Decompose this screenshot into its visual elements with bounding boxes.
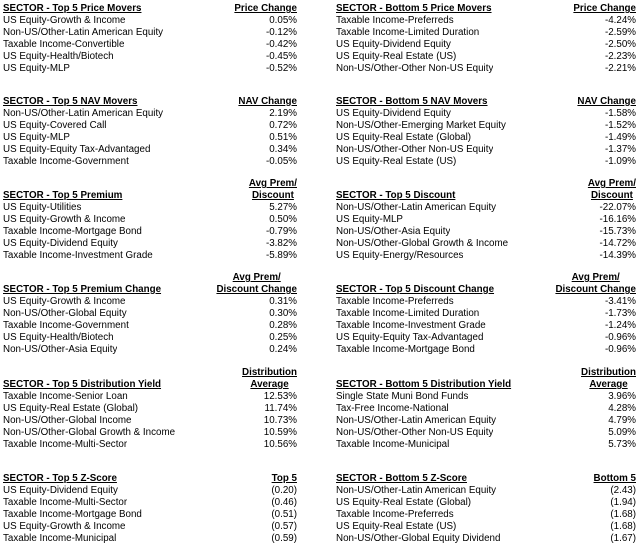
table-row — [336, 214, 636, 226]
row-value: -22.07% — [599, 202, 636, 213]
table-row — [3, 108, 297, 120]
table-row — [3, 250, 297, 262]
column-header — [249, 178, 297, 202]
row-label: Non-US/Other-Emerging Market Equity — [336, 120, 506, 131]
table-row — [3, 485, 297, 497]
panel-top-discount — [336, 178, 636, 262]
row-value: -0.79% — [265, 226, 297, 237]
row-label: Non-US/Other-Latin American Equity — [336, 415, 497, 426]
row-value: -16.16% — [599, 214, 636, 225]
table-row — [3, 132, 297, 144]
row-label: Taxable Income-Mortgage Bond — [3, 509, 142, 520]
row-value: -2.23% — [604, 51, 636, 62]
column-header-line: Discount Change — [555, 284, 636, 295]
row-value: -0.96% — [604, 344, 636, 355]
row-value: (2.43) — [610, 485, 636, 496]
panel-top-premium — [3, 178, 297, 262]
table-row — [3, 63, 297, 75]
table-row — [336, 51, 636, 63]
row-label: Non-US/Other-Latin American Equity — [3, 108, 164, 119]
row-value: -1.58% — [604, 108, 636, 119]
row-value: -15.73% — [599, 226, 636, 237]
row-value: (1.68) — [610, 509, 636, 520]
table-row — [336, 509, 636, 521]
table-row — [336, 15, 636, 27]
row-value: -14.39% — [599, 250, 636, 261]
panel-title: SECTOR - Top 5 Price Movers — [3, 3, 142, 14]
row-label: US Equity-Equity Tax-Advantaged — [3, 144, 151, 155]
table-row — [336, 308, 636, 320]
row-label: Taxable Income-Preferreds — [336, 15, 454, 26]
panel-title: SECTOR - Top 5 Z-Score — [3, 473, 117, 484]
table-row — [336, 250, 636, 262]
panel-header — [336, 178, 636, 202]
panel-title: SECTOR - Top 5 Premium Change — [3, 284, 162, 295]
table-row — [3, 403, 297, 415]
column-header — [242, 367, 297, 391]
row-value: 10.56% — [263, 439, 297, 450]
panel-title: SECTOR - Bottom 5 Distribution Yield — [336, 379, 512, 390]
row-value: -4.24% — [604, 15, 636, 26]
row-value: -2.59% — [604, 27, 636, 38]
row-label: Non-US/Other-Latin American Equity — [3, 27, 164, 38]
panel-title: SECTOR - Top 5 NAV Movers — [3, 96, 138, 107]
table-row — [336, 144, 636, 156]
column-header-line: Average — [250, 379, 289, 390]
row-label: Non-US/Other-Latin American Equity — [336, 485, 497, 496]
table-row — [336, 332, 636, 344]
table-row — [336, 415, 636, 427]
row-value: -1.24% — [604, 320, 636, 331]
row-value: (1.67) — [610, 533, 636, 544]
row-label: US Equity-Real Estate (Global) — [336, 497, 472, 508]
column-header-line: Discount — [590, 190, 633, 201]
row-label: Taxable Income-Multi-Sector — [3, 497, 128, 508]
row-label: US Equity-Real Estate (Global) — [336, 132, 472, 143]
panel-header — [3, 272, 297, 296]
panel-bottom-nav-movers — [336, 96, 636, 168]
row-label: Non-US/Other-Global Growth & Income — [336, 238, 509, 249]
table-row — [336, 238, 636, 250]
row-value: 11.74% — [264, 403, 297, 414]
row-label: US Equity-Real Estate (US) — [336, 156, 457, 167]
row-label: Taxable Income-Mortgage Bond — [3, 226, 142, 237]
row-label: US Equity-Growth & Income — [3, 521, 126, 532]
table-row — [3, 144, 297, 156]
table-row — [336, 521, 636, 533]
table-row — [3, 415, 297, 427]
table-row — [336, 427, 636, 439]
row-label: US Equity-Dividend Equity — [3, 238, 118, 249]
table-row — [3, 120, 297, 132]
table-row — [336, 39, 636, 51]
row-value: -1.37% — [604, 144, 636, 155]
table-row — [3, 39, 297, 51]
row-value: 3.96% — [608, 391, 636, 402]
table-row — [336, 63, 636, 75]
column-header-line: Average — [589, 379, 628, 390]
table-row — [3, 238, 297, 250]
row-value: 5.09% — [608, 427, 636, 438]
row-value: 5.27% — [269, 202, 297, 213]
column-header-line: Avg Prem/ — [232, 272, 281, 283]
row-value: -0.12% — [265, 27, 297, 38]
row-label: Taxable Income-Municipal — [3, 533, 117, 544]
table-row — [336, 344, 636, 356]
table-row — [336, 403, 636, 415]
table-row — [3, 51, 297, 63]
row-label: Taxable Income-Preferreds — [336, 296, 454, 307]
column-header — [581, 367, 636, 391]
table-row — [3, 344, 297, 356]
table-row — [3, 521, 297, 533]
panel-bottom-price-movers — [336, 3, 636, 75]
column-header — [216, 272, 297, 296]
panel-top-z-score — [3, 473, 297, 545]
table-row — [3, 156, 297, 168]
row-value: (0.46) — [271, 497, 297, 508]
table-row — [336, 391, 636, 403]
row-value: (0.57) — [271, 521, 297, 532]
row-label: US Equity-Health/Biotech — [3, 332, 114, 343]
row-value: -2.21% — [604, 63, 636, 74]
table-row — [3, 439, 297, 451]
column-header-line: Avg Prem/ — [571, 272, 620, 283]
column-header-line: Avg Prem/ — [248, 178, 297, 189]
column-header-line: Discount Change — [216, 284, 297, 295]
panel-header — [336, 272, 636, 296]
row-label: Taxable Income-Multi-Sector — [3, 439, 128, 450]
row-value: 0.28% — [269, 320, 297, 331]
table-row — [3, 427, 297, 439]
row-label: US Equity-Energy/Resources — [336, 250, 464, 261]
table-row — [336, 485, 636, 497]
row-value: 0.25% — [269, 332, 297, 343]
row-value: -0.05% — [265, 156, 297, 167]
row-value: (1.94) — [610, 497, 636, 508]
column-header — [272, 473, 297, 485]
row-value: -1.49% — [604, 132, 636, 143]
table-row — [336, 439, 636, 451]
row-label: Taxable Income-Convertible — [3, 39, 125, 50]
row-label: Taxable Income-Government — [3, 156, 129, 167]
column-header — [238, 96, 297, 108]
panel-bottom-distribution-yield — [336, 367, 636, 451]
panel-header — [3, 367, 297, 391]
row-value: -0.52% — [265, 63, 297, 74]
panel-header — [3, 96, 297, 108]
table-row — [336, 296, 636, 308]
row-label: US Equity-Equity Tax-Advantaged — [336, 332, 484, 343]
row-label: US Equity-Real Estate (US) — [336, 521, 457, 532]
row-value: -2.50% — [604, 39, 636, 50]
column-header-line: Top 5 — [271, 473, 297, 484]
row-label: US Equity-MLP — [3, 63, 70, 74]
table-row — [3, 391, 297, 403]
panel-title: SECTOR - Top 5 Distribution Yield — [3, 379, 162, 390]
row-label: US Equity-Dividend Equity — [336, 39, 451, 50]
row-label: Taxable Income-Preferreds — [336, 509, 454, 520]
row-value: 2.19% — [269, 108, 297, 119]
table-row — [336, 497, 636, 509]
row-value: -0.96% — [604, 332, 636, 343]
row-label: Non-US/Other-Global Equity — [3, 308, 127, 319]
row-value: 0.72% — [269, 120, 297, 131]
table-row — [336, 120, 636, 132]
row-label: US Equity-Dividend Equity — [3, 485, 118, 496]
row-label: Taxable Income-Senior Loan — [3, 391, 128, 402]
table-row — [336, 226, 636, 238]
row-label: US Equity-Real Estate (US) — [336, 51, 457, 62]
row-label: Taxable Income-Limited Duration — [336, 308, 480, 319]
table-row — [3, 533, 297, 545]
column-header-line: Price Change — [573, 3, 636, 14]
row-value: 5.73% — [608, 439, 636, 450]
row-label: Non-US/Other-Asia Equity — [336, 226, 451, 237]
table-row — [3, 15, 297, 27]
panel-top-distribution-yield — [3, 367, 297, 451]
row-label: Non-US/Other-Other Non-US Equity — [336, 144, 494, 155]
row-value: 10.73% — [263, 415, 297, 426]
panel-title: SECTOR - Top 5 Premium — [3, 190, 123, 201]
row-label: Non-US/Other-Global Growth & Income — [3, 427, 176, 438]
column-header — [594, 473, 636, 485]
table-row — [336, 108, 636, 120]
row-value: 4.28% — [608, 403, 636, 414]
panel-header — [336, 367, 636, 391]
column-header-line: Discount — [251, 190, 294, 201]
column-header — [555, 272, 636, 296]
row-label: Non-US/Other-Global Income — [3, 415, 132, 426]
panel-top-price-movers — [3, 3, 297, 75]
row-label: Taxable Income-Municipal — [336, 439, 450, 450]
row-label: Single State Muni Bond Funds — [336, 391, 469, 402]
table-row — [336, 132, 636, 144]
column-header — [234, 3, 297, 15]
table-row — [336, 27, 636, 39]
table-row — [3, 296, 297, 308]
row-label: US Equity-MLP — [336, 214, 403, 225]
row-label: US Equity-Health/Biotech — [3, 51, 114, 62]
panel-top-premium-change — [3, 272, 297, 356]
table-row — [3, 497, 297, 509]
row-label: US Equity-Growth & Income — [3, 15, 126, 26]
row-label: Taxable Income-Investment Grade — [3, 250, 153, 261]
row-value: -5.89% — [265, 250, 297, 261]
row-value: 0.24% — [269, 344, 297, 355]
column-header-line: Distribution — [581, 367, 636, 378]
panel-top-discount-change — [336, 272, 636, 356]
table-row — [3, 202, 297, 214]
panel-top-nav-movers — [3, 96, 297, 168]
row-value: (0.59) — [271, 533, 297, 544]
row-value: 0.31% — [269, 296, 297, 307]
panel-title: SECTOR - Top 5 Discount — [336, 190, 456, 201]
row-value: (1.68) — [610, 521, 636, 532]
row-value: 0.05% — [269, 15, 297, 26]
row-label: US Equity-Growth & Income — [3, 214, 126, 225]
row-label: US Equity-Real Estate (Global) — [3, 403, 139, 414]
panel-bottom-z-score — [336, 473, 636, 545]
row-value: -14.72% — [599, 238, 636, 249]
column-header-line: NAV Change — [577, 96, 636, 107]
row-label: US Equity-Utilities — [3, 202, 82, 213]
row-value: (0.51) — [271, 509, 297, 520]
table-row — [3, 320, 297, 332]
column-header-line: Avg Prem/ — [587, 178, 636, 189]
panel-header — [336, 473, 636, 485]
row-label: Tax-Free Income-National — [336, 403, 449, 414]
panel-header — [336, 3, 636, 15]
table-row — [336, 533, 636, 545]
row-value: 0.34% — [269, 144, 297, 155]
table-row — [336, 202, 636, 214]
table-row — [336, 320, 636, 332]
row-value: -3.41% — [604, 296, 636, 307]
column-header — [577, 96, 636, 108]
row-label: Taxable Income-Investment Grade — [336, 320, 486, 331]
column-header-line: Price Change — [234, 3, 297, 14]
table-row — [3, 509, 297, 521]
row-label: Taxable Income-Limited Duration — [336, 27, 480, 38]
table-row — [3, 332, 297, 344]
row-value: 12.53% — [263, 391, 297, 402]
panel-title: SECTOR - Bottom 5 NAV Movers — [336, 96, 488, 107]
row-label: Non-US/Other-Global Equity Dividend — [336, 533, 501, 544]
row-label: Taxable Income-Mortgage Bond — [336, 344, 475, 355]
table-row — [336, 156, 636, 168]
row-value: 0.50% — [269, 214, 297, 225]
row-value: 0.30% — [269, 308, 297, 319]
row-value: (0.20) — [271, 485, 297, 496]
row-label: Non-US/Other-Asia Equity — [3, 344, 118, 355]
row-value: 10.59% — [263, 427, 297, 438]
panel-header — [3, 178, 297, 202]
row-value: -0.42% — [265, 39, 297, 50]
panel-title: SECTOR - Bottom 5 Z-Score — [336, 473, 467, 484]
panel-header — [3, 473, 297, 485]
panel-title: SECTOR - Top 5 Discount Change — [336, 284, 495, 295]
row-value: 0.51% — [269, 132, 297, 143]
panel-header — [336, 96, 636, 108]
column-header-line: Bottom 5 — [593, 473, 636, 484]
row-value: -1.09% — [604, 156, 636, 167]
row-label: US Equity-Covered Call — [3, 120, 107, 131]
panel-title: SECTOR - Bottom 5 Price Movers — [336, 3, 492, 14]
column-header-line: Distribution — [242, 367, 297, 378]
table-row — [3, 308, 297, 320]
column-header — [573, 3, 636, 15]
panel-header — [3, 3, 297, 15]
row-value: 4.79% — [608, 415, 636, 426]
row-value: -1.52% — [604, 120, 636, 131]
row-label: US Equity-Growth & Income — [3, 296, 126, 307]
column-header — [588, 178, 636, 202]
table-row — [3, 27, 297, 39]
row-value: -3.82% — [265, 238, 297, 249]
table-row — [3, 214, 297, 226]
row-label: US Equity-Dividend Equity — [336, 108, 451, 119]
row-value: -0.45% — [265, 51, 297, 62]
row-label: Taxable Income-Government — [3, 320, 129, 331]
column-header-line: NAV Change — [238, 96, 297, 107]
row-label: US Equity-MLP — [3, 132, 70, 143]
row-label: Non-US/Other-Other Non-US Equity — [336, 427, 494, 438]
row-label: Non-US/Other-Latin American Equity — [336, 202, 497, 213]
row-value: -1.73% — [604, 308, 636, 319]
table-row — [3, 226, 297, 238]
row-label: Non-US/Other-Other Non-US Equity — [336, 63, 494, 74]
